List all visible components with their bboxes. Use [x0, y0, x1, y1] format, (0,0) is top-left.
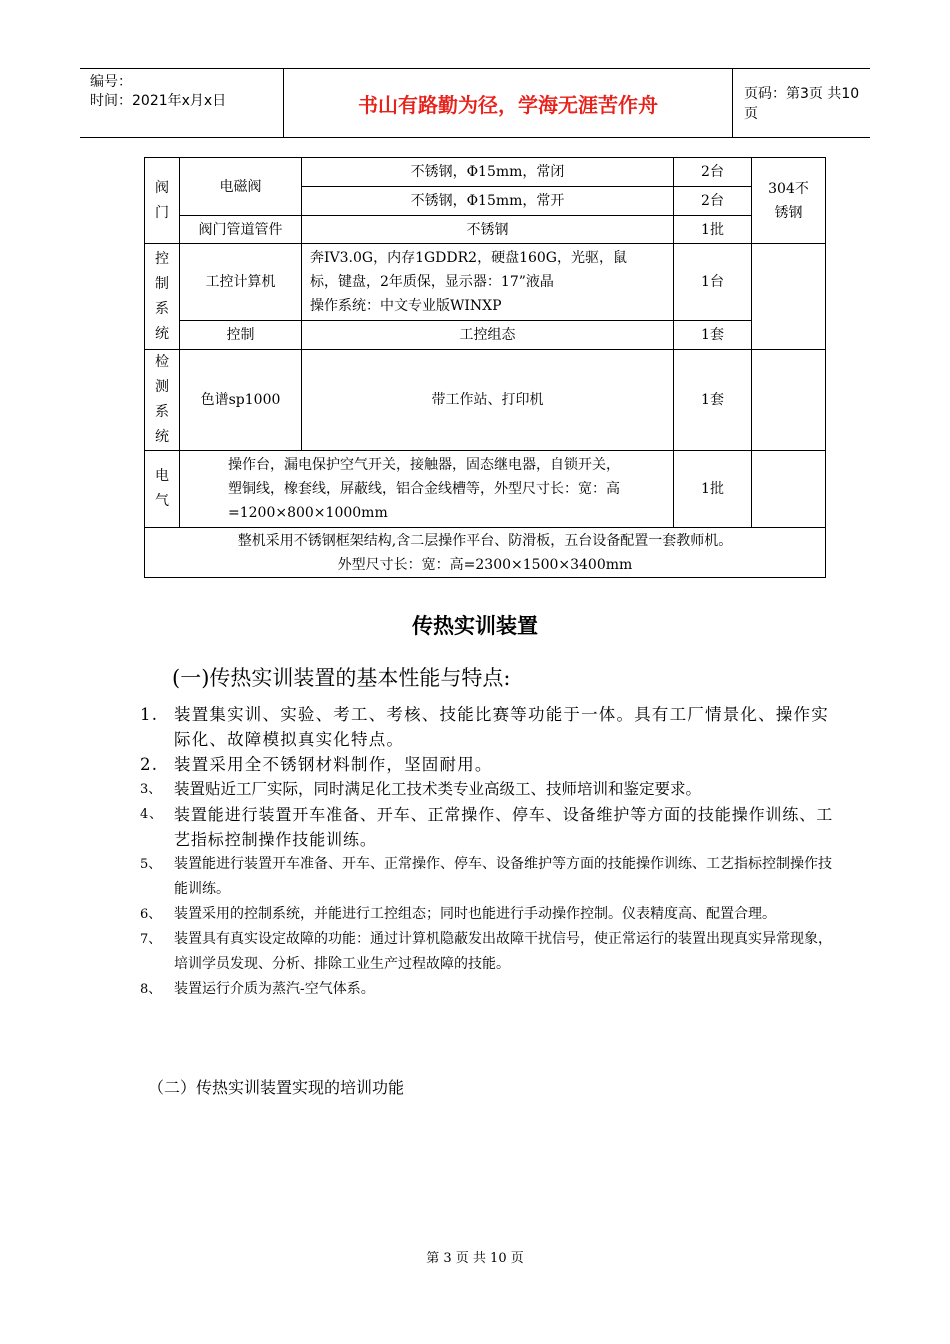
header-meta [80, 69, 284, 137]
remark-cell [752, 244, 826, 350]
list-item-text: 装置采用的控制系统，并能进行工控组态；同时也能进行手动操作控制。仪表精度高、配置合理。 [174, 906, 776, 922]
category-label: 阀门 [155, 179, 169, 221]
item-qty-cell: 1台 [674, 244, 752, 321]
spec-line: 操作系统：中文专业版WINXP [310, 298, 502, 314]
feature-list [140, 702, 840, 1002]
list-item [140, 802, 840, 852]
category-label: 电气 [155, 468, 169, 509]
list-item-text: 装置采用全不锈钢材料制作，坚固耐用。 [174, 755, 493, 774]
summary-line: 外型尺寸长：宽：高=2300×1500×3400mm [337, 556, 633, 573]
table-row [145, 321, 826, 350]
page-footer: 第 3 页 共 10 页 [426, 1251, 524, 1266]
list-item-number: 8、 [140, 982, 162, 997]
category-cell-detect [145, 350, 180, 451]
list-item-text: 装置能进行装置开车准备、开车、正常操作、停车、设备维护等方面的技能操作训练、工艺指标控制操作技能训练。 [174, 805, 834, 849]
item-spec-cell: 不锈钢 [302, 216, 674, 244]
item-spec-cell: 工控组态 [302, 321, 674, 350]
table-row [145, 216, 826, 244]
item-qty-cell: 1批 [674, 216, 752, 244]
category-cell-electric [145, 451, 180, 528]
item-spec-cell: 不锈钢，Φ15mm，常闭 [302, 158, 674, 187]
table-row [145, 451, 826, 528]
summary-cell [145, 528, 826, 578]
page-header [80, 68, 870, 138]
category-label: 控制系统 [155, 250, 169, 342]
spec-line: 操作台，漏电保护空气开关，接触器，固态继电器，自锁开关， [228, 457, 620, 473]
item-name-cell: 阀门管道管件 [180, 216, 302, 244]
header-motto: 书山有路勤为径，学海无涯苦作舟 [284, 69, 733, 137]
list-item [140, 927, 840, 977]
list-item-number: 5、 [140, 857, 162, 872]
spec-line: 标，键盘，2年质保，显示器：17”液晶 [310, 274, 554, 290]
list-item [140, 702, 840, 752]
item-spec-cell [302, 244, 674, 321]
item-name-cell: 电磁阀 [180, 158, 302, 216]
item-spec-cell: 带工作站、打印机 [302, 350, 674, 451]
list-item-text: 装置集实训、实验、考工、考核、技能比赛等功能于一体。具有工厂情景化、操作实际化、故障模拟真实化特点。 [174, 705, 829, 749]
item-spec-cell: 不锈钢，Φ15mm，常开 [302, 187, 674, 216]
list-item [140, 752, 840, 777]
category-label: 检测系统 [155, 354, 169, 445]
item-qty-cell: 1套 [674, 321, 752, 350]
item-name-cell: 色谱sp1000 [180, 350, 302, 451]
list-item-number: 6、 [140, 907, 162, 922]
summary-line: 整机采用不锈钢框架结构,含二层操作平台、防滑板，五台设备配置一套教师机。 [237, 532, 733, 549]
remark-text: 304不锈钢 [768, 180, 809, 221]
list-item-number: 1. [140, 705, 159, 724]
category-cell-valve [145, 158, 180, 244]
item-spec-cell [180, 451, 674, 528]
table-row [145, 244, 826, 321]
item-qty-cell: 2台 [674, 158, 752, 187]
category-cell-control [145, 244, 180, 350]
list-item [140, 977, 840, 1002]
list-item-number: 7、 [140, 932, 162, 947]
spec-line: =1200×800×1000mm [228, 505, 388, 521]
list-item-text: 装置贴近工厂实际，同时满足化工技术类专业高级工、技师培训和鉴定要求。 [174, 780, 702, 798]
list-item-number: 3、 [140, 782, 162, 797]
equipment-spec-table [144, 157, 826, 578]
table-row [145, 158, 826, 187]
spec-line: 塑铜线，橡套线，屏蔽线，铝合金线槽等，外型尺寸长：宽：高 [228, 481, 620, 497]
list-item-text: 装置能进行装置开车准备、开车、正常操作、停车、设备维护等方面的技能操作训练、工艺指标控制操作技能训练。 [174, 856, 832, 897]
table-row [145, 350, 826, 451]
remark-cell [752, 350, 826, 451]
list-item [140, 852, 840, 902]
header-page-code: 页码：第3页 共10页 [744, 86, 860, 122]
remark-cell [752, 158, 826, 244]
section-title: 传热实训装置 [412, 614, 538, 638]
item-qty-cell: 1批 [674, 451, 752, 528]
remark-cell [752, 451, 826, 528]
section-subtitle-training: （二）传热实训装置实现的培训功能 [148, 1078, 405, 1097]
document-date: 时间：2021年x月x日 [90, 93, 227, 109]
spec-line: 奔IV3.0G，内存1GDDR2，硬盘160G，光驱，鼠 [310, 250, 627, 266]
list-item-number: 4、 [140, 807, 164, 822]
document-number-label: 编号： [90, 74, 132, 90]
list-item-number: 2. [140, 755, 159, 774]
list-item [140, 902, 840, 927]
table-row [145, 528, 826, 578]
item-qty-cell: 2台 [674, 187, 752, 216]
section-subtitle-features: (一)传热实训装置的基本性能与特点: [172, 666, 511, 690]
list-item-text: 装置运行介质为蒸汽-空气体系。 [174, 981, 375, 997]
item-qty-cell: 1套 [674, 350, 752, 451]
list-item-text: 装置具有真实设定故障的功能：通过计算机隐蔽发出故障干扰信号，使正常运行的装置出现真实异常现象，培训学员发现、分析、排除工业生产过程故障的技能。 [174, 931, 832, 972]
list-item [140, 777, 840, 802]
item-name-cell: 工控计算机 [180, 244, 302, 321]
item-name-cell: 控制 [180, 321, 302, 350]
